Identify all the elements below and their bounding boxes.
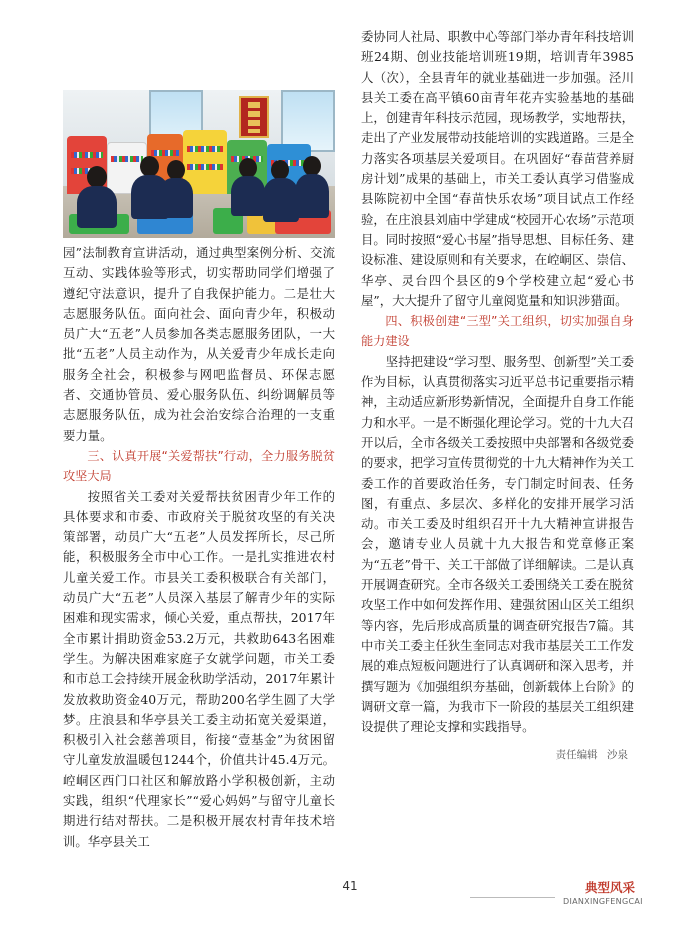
book-row (151, 150, 179, 156)
book-row (187, 164, 223, 170)
banner-glyphs (241, 98, 267, 136)
paragraph-continued: 园”法制教育宣讲活动，通过典型案例分析、交流互动、实践体验等形式，切实帮助同学们增强了遵纪守法意识，提升了自我保护能力。二是壮大志愿服务队伍。面向社会、面向青少年，积极动员广大“五老”人员参加各类志愿服务团队，一大批“五老”人员主动作为，从关爱青少年成长走向服务全社会，积极参与网吧监督员、环保志愿者、交通协管员、爱心服务队伍、纠纷调解员等志愿服务队伍，成为社会治安综合治理的一支重要力量。 (63, 245, 335, 443)
brand-title-en: DIANXINGFENGCAI (563, 897, 643, 906)
book-row (71, 152, 103, 158)
book-row (187, 146, 223, 152)
photo-window (281, 90, 335, 152)
footer-divider (470, 897, 555, 898)
paragraph-section-4: 坚持把建设“学习型、服务型、创新型”关工委作为目标，认真贯彻落实习近平总书记重要指示精神，主动适应新形势新情况，全面提升自身工作能力和水平。一是不断强化理论学习。党的十九大召开以后，全市各级关工委按照中央部署和各级党委的要求，把学习宣传贯彻党的十九大精神作为关工委工作的首要政治任务，专门制定时间表、任务图，有重点、多层次、多样化的安排开展学习活动。市关工委及时组织召开十九大精神宣讲报告会，邀请专业人员就十九大报告和党章修正案为“五老”骨干、关工干部做了详细解读。二是认真开展调查研究。全市各级关工委围绕关工委在脱贫攻坚工作中如何发挥作用、建强贫困山区关工组织等内容，先后形成高质量的调查研究报告7篇。其中市关工委主任狄生奎同志对我市基层关工工作发展的难点短板问题进行了认真调研和深入思考，并撰写题为《加强组织夯基础，创新载体上台阶》的调研文章一篇，为我市下一阶段的基层关工组织建设提供了理论支撑和实践指导。 (361, 353, 634, 735)
brand-title-cn: 典型风采 (584, 880, 635, 895)
photo-banner (239, 96, 269, 138)
article-photo (63, 90, 335, 238)
page-number: 41 (342, 879, 358, 893)
editor-credit: 责任编辑 沙泉 (555, 749, 628, 762)
paragraph-section-3: 按照省关工委对关爱帮扶贫困青少年工作的具体要求和市委、市政府关于脱贫攻坚的有关决策部署，动员广大“五老”人员发挥所长，尽己所能，积极服务全市中心工作。一是扎实推进农村儿童关爱工作。市县关工委积极联合有关部门，动员广大“五老”人员深入基层了解青少年的实际困难和现实需求，倾心关爱，重点帮扶，2017年全市累计捐助资金53.2万元，共救助643名困难学生。为解决困难家庭子女就学问题，市关工委和市总工会持续开展金秋助学活动，2017年累计发放救助资金40万元，帮助200名学生圆了大学梦。庄浪县和华亭县关工委主动拓宽关爱渠道，积极引入社会慈善项目，衔接“壹基金”为贫困留守儿童发放温暖包1244个，价值共计45.4万元。崆峒区西门口社区和解放路小学积极创新，主动实践，组织“代理家长”“爱心妈妈”与留守儿童长期进行结对帮扶。二是积极开展农村青年技术培训。华亭县关工 (63, 488, 335, 849)
section-heading-3: 三、认真开展“关爱帮扶”行动，全力服务脱贫攻坚大局 (63, 448, 335, 484)
right-column (361, 27, 634, 766)
section-heading-4: 四、积极创建“三型”关工组织，切实加强自身能力建设 (361, 314, 634, 349)
footer-brand (563, 880, 643, 907)
book-row (111, 156, 143, 162)
paragraph-continued: 委协同人社局、职教中心等部门举办青年科技培训班24期、创业技能培训班19期，培训青年3985人（次），全县青年的就业基础进一步加强。泾川县关工委在高平镇60亩青年花卉实验基地的基础上，创建青年科技示范园，现场教学，实地帮扶，走出了产业发展带动技能培训的实践道路。三是全力落实各项基层关爱项目。在巩固好“春苗营养厨房计划”成果的基础上，市关工委认真学习借鉴成县陈院初中全国“春苗快乐农场”项目试点工作经验，在庄浪县刘庙中学建成“校园开心农场”示范项目。同时按照“爱心书屋”指导思想、目标任务、建设标准、建设原则和有关要求，在崆峒区、崇信、华亭、灵台四个县区的9个学校建立起“爱心书屋”，大大提升了留守儿童阅览量和知识涉猎面。 (361, 29, 634, 308)
left-column (63, 243, 335, 852)
